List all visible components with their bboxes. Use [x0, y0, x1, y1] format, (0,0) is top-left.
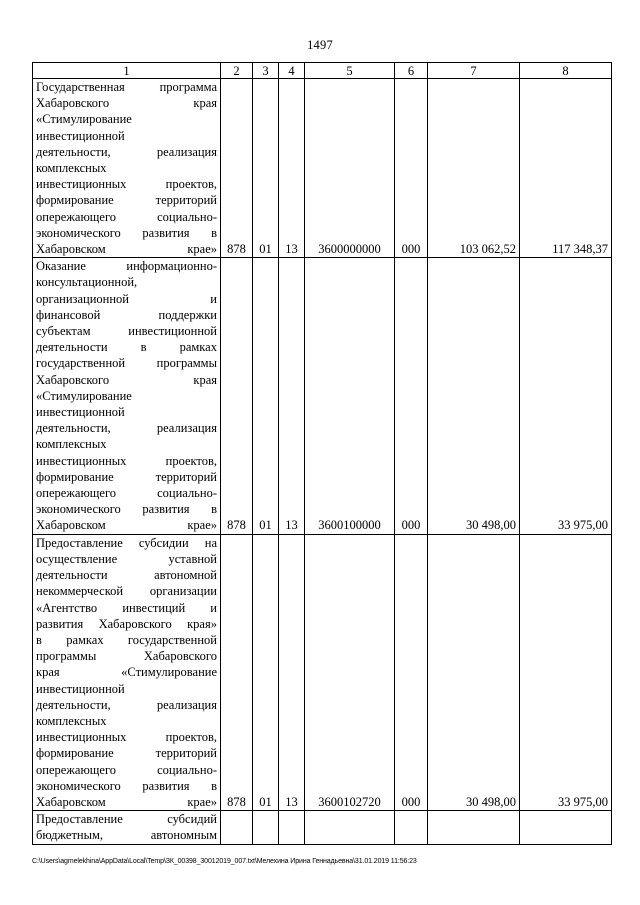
word: территорий: [155, 469, 217, 484]
item-name-line: [36, 95, 217, 111]
word: некоммерческой: [36, 584, 124, 599]
word: информационно-: [126, 259, 217, 274]
word: территорий: [155, 746, 217, 761]
item-name-line: инвестиционной: [36, 681, 125, 696]
word: уставной: [168, 551, 217, 566]
item-name-line: комплексных: [36, 713, 107, 728]
word: организационной: [36, 291, 129, 306]
ministry-code-cell: 878: [221, 258, 253, 534]
word: государственной: [36, 356, 126, 371]
item-name-line: [36, 616, 217, 632]
word: формирование: [36, 193, 114, 208]
word: экономического: [36, 502, 121, 517]
subsection-code-cell: 13: [279, 534, 305, 810]
item-name-line: [36, 794, 217, 810]
word: крае»: [187, 794, 217, 809]
word: и: [210, 600, 217, 615]
expense-type-cell: 000: [395, 534, 428, 810]
section-code-cell: 01: [253, 534, 279, 810]
word: Хабаровского: [36, 372, 110, 387]
column-header: 2: [221, 63, 253, 79]
item-name-line: [36, 323, 217, 339]
amount-2021-cell: 117 348,37: [520, 79, 612, 258]
item-name-line: [36, 176, 217, 192]
word: развития: [142, 502, 190, 517]
amount-2021-cell: 33 975,00: [520, 534, 612, 810]
word: рамках: [179, 340, 217, 355]
item-name-line: комплексных: [36, 437, 107, 452]
file-path-footer: C:\Users\agmelekhina\AppData\Local\Temp\ЗК_00398_30012019_007.txt\Мелехина Ирина Геннадьевна\31.01.2019 11:56:23: [32, 858, 417, 865]
word: Хабаровского: [98, 616, 172, 631]
word: на: [204, 535, 217, 550]
word: социально-: [157, 486, 217, 501]
word: опережающего: [36, 762, 117, 777]
section-code-cell: 01: [253, 258, 279, 534]
amount-2020-cell: [428, 811, 520, 844]
item-name-line: [36, 469, 217, 485]
item-name-line: инвестиционной: [36, 405, 125, 420]
budget-table: [32, 62, 612, 845]
target-article-cell: 3600000000: [305, 79, 395, 258]
amount-2020-cell: 30 498,00: [428, 258, 520, 534]
word: программы: [156, 356, 217, 371]
item-name-line: [36, 225, 217, 241]
page-number: 1497: [307, 38, 333, 52]
table-row: [33, 811, 612, 844]
item-name-line: «Стимулирование: [36, 388, 132, 403]
item-name-line: [36, 355, 217, 371]
item-name-line: [36, 745, 217, 761]
word: социально-: [157, 762, 217, 777]
word: края: [193, 372, 217, 387]
item-name-line: [36, 291, 217, 307]
word: экономического: [36, 225, 121, 240]
ministry-code-cell: 878: [221, 534, 253, 810]
subsection-code-cell: [279, 811, 305, 844]
item-name-line: [36, 453, 217, 469]
word: формирование: [36, 746, 114, 761]
item-name-line: [36, 485, 217, 501]
word: края: [193, 96, 217, 111]
table-row: [33, 258, 612, 534]
word: поддержки: [158, 307, 217, 322]
word: социально-: [157, 209, 217, 224]
word: программы: [36, 649, 97, 664]
item-name-line: [36, 144, 217, 160]
item-name-line: [36, 827, 217, 843]
table-row: [33, 79, 612, 258]
target-article-cell: 3600102720: [305, 534, 395, 810]
column-header: 6: [395, 63, 428, 79]
item-name-line: инвестиционной: [36, 128, 125, 143]
word: реализация: [156, 697, 217, 712]
item-name-line: [36, 420, 217, 436]
item-name-line: [36, 307, 217, 323]
item-name-line: [36, 729, 217, 745]
word: автономным: [150, 828, 217, 843]
word: крае»: [187, 518, 217, 533]
word: субсидий: [167, 812, 217, 827]
amount-2020-cell: 103 062,52: [428, 79, 520, 258]
word: опережающего: [36, 486, 117, 501]
word: проектов,: [165, 730, 217, 745]
item-name-cell: [33, 534, 221, 810]
word: проектов,: [165, 177, 217, 192]
item-name-line: [36, 209, 217, 225]
word: в: [211, 502, 217, 517]
word: организации: [149, 584, 217, 599]
word: деятельности: [36, 568, 108, 583]
word: в: [211, 225, 217, 240]
item-name-cell: [33, 79, 221, 258]
word: реализация: [156, 421, 217, 436]
column-header: 3: [253, 63, 279, 79]
word: края: [36, 665, 60, 680]
section-code-cell: 01: [253, 79, 279, 258]
word: «Стимулирование: [121, 665, 217, 680]
word: деятельности,: [36, 144, 111, 159]
column-header: 7: [428, 63, 520, 79]
item-name-line: [36, 778, 217, 794]
column-number-row: [33, 63, 612, 79]
item-name-line: [36, 517, 217, 533]
column-header: 4: [279, 63, 305, 79]
item-name-line: [36, 535, 217, 551]
word: Хабаровского: [36, 96, 110, 111]
word: рамках: [66, 632, 104, 647]
item-name-line: «Стимулирование: [36, 112, 132, 127]
item-name-line: [36, 583, 217, 599]
word: Предоставление: [36, 535, 123, 550]
column-header: 1: [33, 63, 221, 79]
word: субсидии: [138, 535, 189, 550]
item-name-line: [36, 811, 217, 827]
item-name-line: [36, 501, 217, 517]
amount-2020-cell: 30 498,00: [428, 534, 520, 810]
item-name-line: [36, 241, 217, 257]
word: бюджетным,: [36, 828, 104, 843]
column-header: 8: [520, 63, 612, 79]
item-name-line: комплексных: [36, 161, 107, 176]
expense-type-cell: 000: [395, 79, 428, 258]
word: деятельности: [36, 340, 108, 355]
word: Хабаровском: [36, 794, 106, 809]
item-name-line: [36, 551, 217, 567]
subsection-code-cell: 13: [279, 258, 305, 534]
word: в: [211, 778, 217, 793]
target-article-cell: [305, 811, 395, 844]
word: Предоставление: [36, 812, 123, 827]
word: территорий: [155, 193, 217, 208]
word: крае»: [187, 242, 217, 257]
amount-2021-cell: [520, 811, 612, 844]
word: опережающего: [36, 209, 117, 224]
word: реализация: [156, 144, 217, 159]
word: инвестиционных: [36, 177, 127, 192]
word: Хабаровском: [36, 518, 106, 533]
word: в: [36, 632, 42, 647]
ministry-code-cell: 878: [221, 79, 253, 258]
item-name-line: [36, 600, 217, 616]
word: деятельности,: [36, 697, 111, 712]
item-name-line: консультационной,: [36, 275, 138, 290]
word: инвестиционных: [36, 453, 127, 468]
word: субъектам: [36, 324, 91, 339]
item-name-line: [36, 697, 217, 713]
word: Оказание: [36, 259, 86, 274]
word: программа: [159, 80, 217, 94]
word: развития: [142, 225, 190, 240]
word: осуществление: [36, 551, 118, 566]
word: «Агентство: [36, 600, 98, 615]
word: развития: [36, 616, 84, 631]
word: в: [140, 340, 147, 355]
word: формирование: [36, 469, 114, 484]
item-name-line: [36, 567, 217, 583]
word: края»: [187, 616, 217, 631]
word: автономной: [154, 568, 217, 583]
subsection-code-cell: 13: [279, 79, 305, 258]
word: и: [210, 291, 217, 306]
word: экономического: [36, 778, 121, 793]
word: деятельности,: [36, 421, 111, 436]
table-row: [33, 534, 612, 810]
item-name-line: [36, 258, 217, 274]
column-header: 5: [305, 63, 395, 79]
word: развития: [142, 778, 190, 793]
word: проектов,: [165, 453, 217, 468]
target-article-cell: 3600100000: [305, 258, 395, 534]
ministry-code-cell: [221, 811, 253, 844]
word: Хабаровском: [36, 242, 106, 257]
item-name-line: [36, 632, 217, 648]
item-name-cell: [33, 811, 221, 844]
item-name-cell: [33, 258, 221, 534]
word: Хабаровского: [143, 649, 217, 664]
amount-2021-cell: 33 975,00: [520, 258, 612, 534]
expense-type-cell: [395, 811, 428, 844]
word: инвестиционной: [128, 324, 217, 339]
item-name-line: [36, 339, 217, 355]
word: инвестиционных: [36, 730, 127, 745]
item-name-line: [36, 762, 217, 778]
item-name-line: [36, 664, 217, 680]
word: государственной: [127, 632, 217, 647]
word: инвестиций: [122, 600, 186, 615]
item-name-line: [36, 79, 217, 95]
item-name-line: [36, 648, 217, 664]
expense-type-cell: 000: [395, 258, 428, 534]
item-name-line: [36, 372, 217, 388]
word: Государственная: [36, 80, 125, 94]
section-code-cell: [253, 811, 279, 844]
item-name-line: [36, 192, 217, 208]
word: финансовой: [36, 307, 101, 322]
